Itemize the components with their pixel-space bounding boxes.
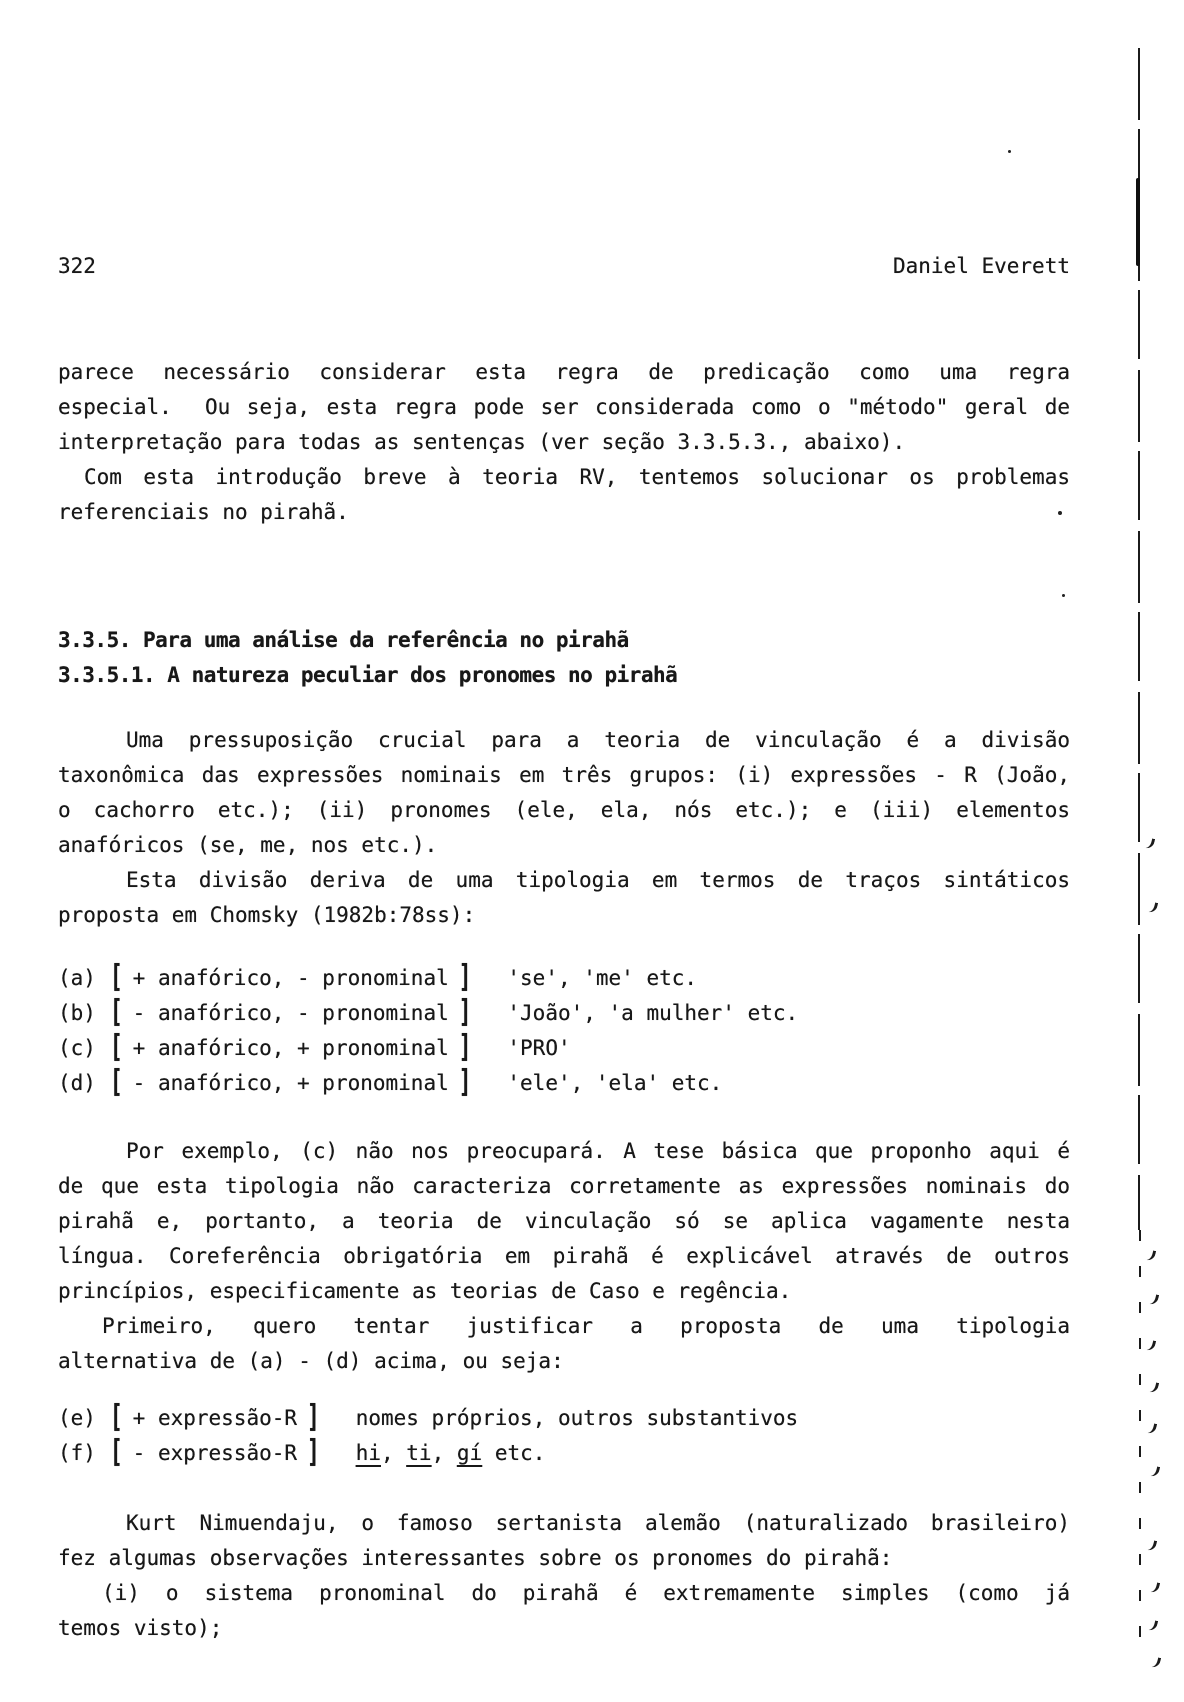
left-bracket-symbol: [ <box>110 1028 123 1064</box>
feature-specification: - expressão-R <box>132 1441 298 1465</box>
example-segment: gí <box>456 1441 483 1465</box>
scan-artifact-dot <box>1058 511 1062 515</box>
text-line: Uma pressuposição crucial para a teoria de vinculação é a divisão <box>126 728 1070 752</box>
text-line: proposta em Chomsky (1982b:78ss): <box>58 903 476 927</box>
nimuendaju-paragraph <box>58 1506 1070 1646</box>
text-line: alternativa de (a) - (d) acima, ou seja: <box>58 1349 564 1373</box>
text-line: de que esta tipologia não caracteriza corretamente as expressões nominais do <box>58 1174 1070 1198</box>
document-body <box>58 355 1070 1646</box>
text-line: fez algumas observações interessantes sobre os pronomes do pirahã: <box>58 1546 893 1570</box>
left-bracket-symbol: [ <box>110 1433 123 1469</box>
list-item-label: (d) <box>58 1071 96 1095</box>
page-header <box>58 253 1070 279</box>
scan-artifact-mark <box>1149 1293 1159 1306</box>
scan-artifact-dot <box>1062 594 1065 597</box>
feature-specification: + anafórico, + pronominal <box>132 1036 449 1060</box>
scan-artifact-mark <box>1145 837 1155 850</box>
page-number: 322 <box>58 254 96 278</box>
right-bracket-symbol: ] <box>307 1398 320 1434</box>
scan-artifact-mark <box>1151 1656 1161 1669</box>
list-item-label: (c) <box>58 1036 96 1060</box>
text-line: Kurt Nimuendaju, o famoso sertanista alemão (naturalizado brasileiro) <box>126 1511 1070 1535</box>
text-line: temos visto); <box>58 1616 223 1640</box>
text-line: língua. Coreferência obrigatória em pirahã é explicável através de outros <box>58 1244 1070 1268</box>
example-segment: 'se', 'me' etc. <box>507 966 698 990</box>
scan-artifact-mark <box>1150 1465 1160 1478</box>
right-bracket-symbol: ] <box>458 993 472 1029</box>
text-line: referenciais no pirahã. <box>58 500 349 524</box>
example-segment: 'ele', 'ela' etc. <box>507 1071 723 1095</box>
right-bracket-symbol: ] <box>458 1063 472 1099</box>
feature-list-item <box>58 993 1070 1031</box>
text-line: o cachorro etc.); (ii) pronomes (ele, ela, nós etc.); e (iii) elementos <box>58 798 1070 822</box>
scan-artifact-mark <box>1149 1381 1159 1394</box>
example-expressions <box>356 1436 546 1471</box>
feature-list-item <box>58 1398 1070 1436</box>
text-line: parece necessário considerar esta regra de predicação como uma regra <box>58 360 1070 384</box>
left-bracket-symbol: [ <box>110 1063 123 1099</box>
list-item-label: (e) <box>58 1406 96 1430</box>
example-expressions <box>507 996 798 1031</box>
binding-theory-paragraph <box>58 723 1070 933</box>
list-item-label: (b) <box>58 1001 96 1025</box>
feature-list-item <box>58 958 1070 996</box>
example-segment: hi <box>355 1441 381 1465</box>
scan-binding-line-lower <box>1139 1230 1141 1660</box>
text-line: princípios, especificamente as teorias de Caso e regência. <box>58 1279 792 1303</box>
heading-line: 3.3.5. Para uma análise da referência no pirahã <box>58 628 629 652</box>
scan-artifact-mark <box>1146 1249 1156 1262</box>
text-line: (i) o sistema pronominal do pirahã é extremamente simples (como já <box>102 1581 1070 1605</box>
text-line: interpretação para todas as sentenças (ver seção 3.3.5.3., abaixo). <box>58 430 906 454</box>
right-bracket-symbol: ] <box>458 958 472 994</box>
example-segment: ti <box>406 1441 432 1465</box>
example-expressions <box>507 1066 722 1101</box>
example-expressions <box>356 1401 799 1436</box>
scan-artifact-mark <box>1147 1422 1157 1435</box>
feature-specification: + expressão-R <box>132 1406 298 1430</box>
feature-list-item <box>58 1433 1070 1471</box>
example-segment: 'João', 'a mulher' etc. <box>507 1001 799 1025</box>
feature-list-item <box>58 1063 1070 1101</box>
left-bracket-symbol: [ <box>110 993 123 1029</box>
scan-artifact-mark <box>1148 1619 1158 1632</box>
running-head-author: Daniel Everett <box>892 254 1070 278</box>
right-bracket-symbol: ] <box>307 1433 320 1469</box>
example-expressions <box>507 961 697 996</box>
feature-specification: - anafórico, - pronominal <box>132 1001 449 1025</box>
text-line: Primeiro, quero tentar justificar a proposta de uma tipologia <box>102 1314 1070 1338</box>
scan-artifact-mark <box>1146 1339 1156 1352</box>
chomsky-typology-list <box>58 958 1070 1101</box>
list-item-label: (f) <box>58 1441 96 1465</box>
scan-artifact-mark <box>1147 1539 1157 1552</box>
text-line: Por exemplo, (c) não nos preocupará. A tese básica que proponho aqui é <box>126 1139 1070 1163</box>
thesis-paragraph <box>58 1134 1070 1379</box>
feature-specification: + anafórico, - pronominal <box>132 966 449 990</box>
left-bracket-symbol: [ <box>110 1398 123 1434</box>
text-line: Com esta introdução breve à teoria RV, tentemos solucionar os problemas <box>84 465 1070 489</box>
right-bracket-symbol: ] <box>458 1028 472 1064</box>
example-segment: , <box>380 1441 407 1465</box>
text-line: anafóricos (se, me, nos etc.). <box>58 833 438 857</box>
text-line: Esta divisão deriva de uma tipologia em termos de traços sintáticos <box>126 868 1070 892</box>
scan-binding-line-blob <box>1136 178 1140 266</box>
text-line: taxonômica das expressões nominais em três grupos: (i) expressões - R (João, <box>58 763 1070 787</box>
intro-continuation-paragraph <box>58 355 1070 530</box>
scan-artifact-mark <box>1150 1581 1160 1594</box>
scan-artifact-mark <box>1148 901 1158 914</box>
example-expressions <box>507 1031 570 1066</box>
left-bracket-symbol: [ <box>110 958 123 994</box>
feature-specification: - anafórico, + pronominal <box>132 1071 449 1095</box>
section-headings <box>58 623 1070 693</box>
example-segment: , <box>431 1441 457 1465</box>
example-segment: etc. <box>482 1441 546 1465</box>
list-item-label: (a) <box>58 966 96 990</box>
scan-artifact-dot <box>1008 150 1011 153</box>
example-segment: nomes próprios, outros substantivos <box>355 1406 799 1430</box>
text-column <box>58 253 1070 1646</box>
text-line: pirahã e, portanto, a teoria de vinculação só se aplica vagamente nesta <box>58 1209 1070 1233</box>
alternative-typology-list <box>58 1398 1070 1471</box>
feature-list-item <box>58 1028 1070 1066</box>
example-segment: 'PRO' <box>507 1036 571 1060</box>
text-line: especial. Ou seja, esta regra pode ser considerada como o "método" geral de <box>58 395 1070 419</box>
heading-line: 3.3.5.1. A natureza peculiar dos pronomes no pirahã <box>58 663 678 687</box>
